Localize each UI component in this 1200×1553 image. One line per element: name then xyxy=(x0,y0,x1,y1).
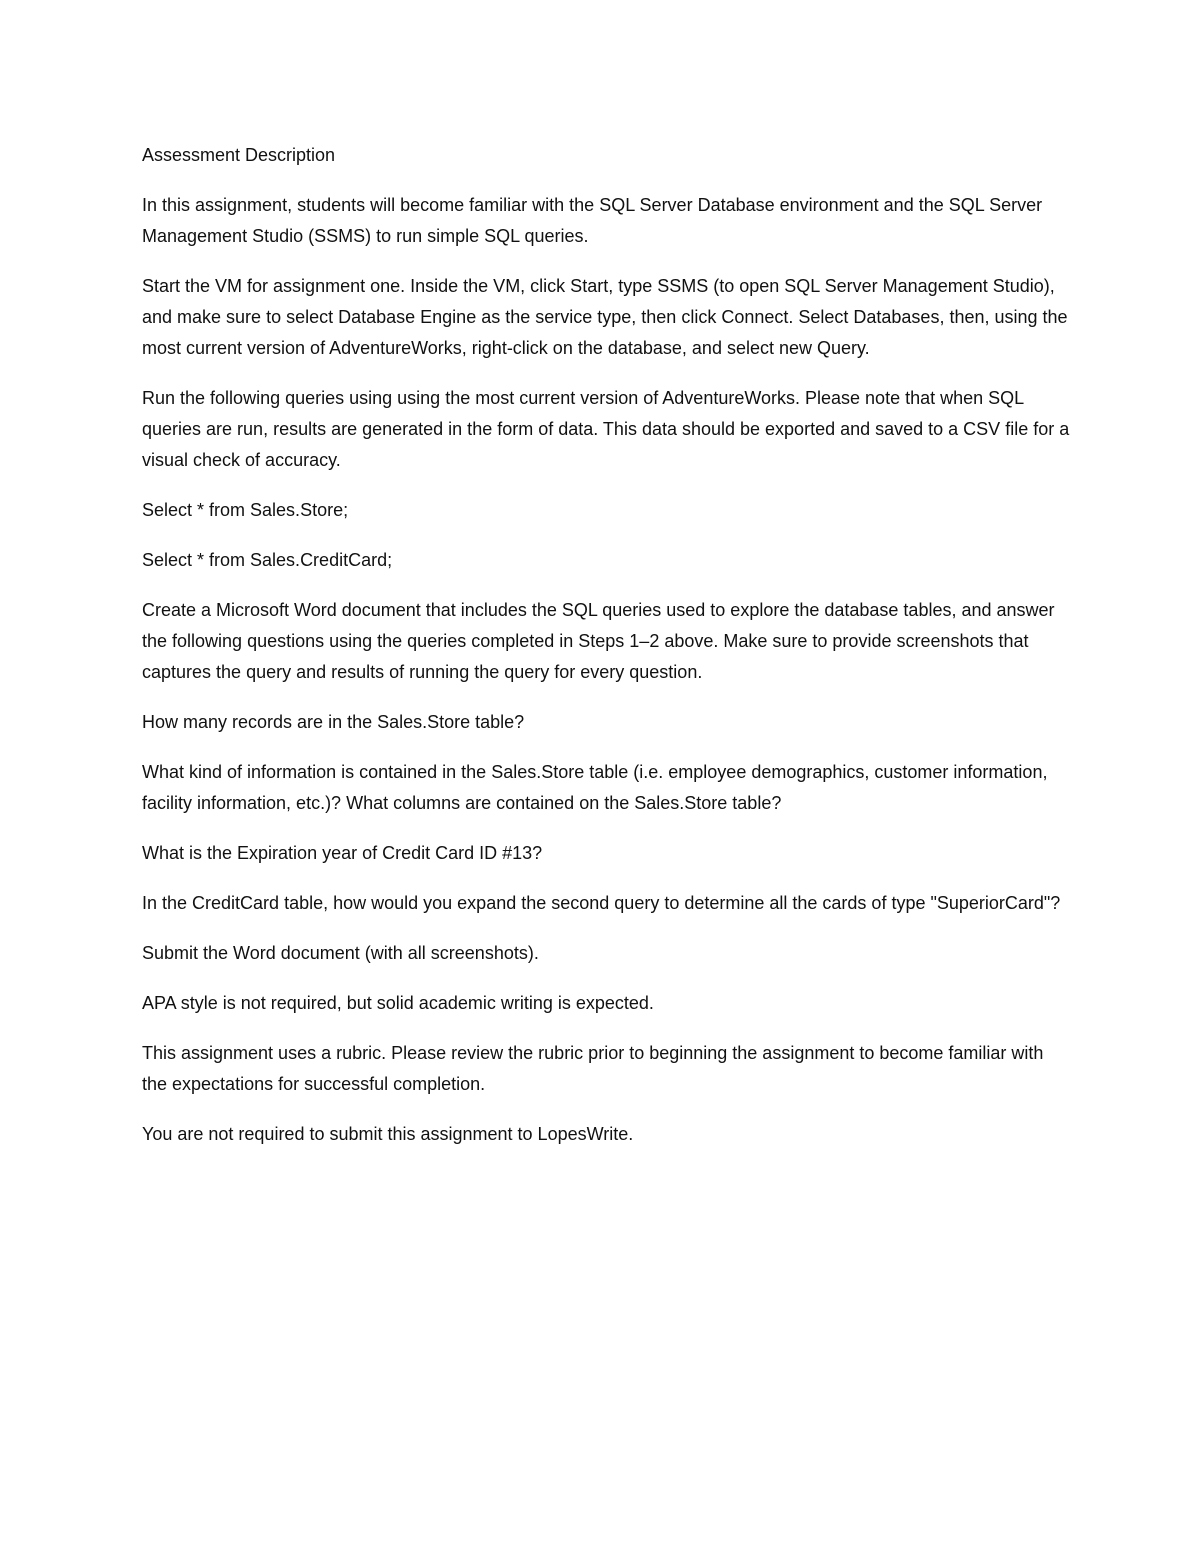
paragraph-apa-style: APA style is not required, but solid academic writing is expected. xyxy=(142,993,654,1013)
paragraph-submit: Submit the Word document (with all screenshots). xyxy=(142,943,539,963)
query-sales-store: Select * from Sales.Store; xyxy=(142,500,349,520)
paragraph-create-word-doc: Create a Microsoft Word document that includes the SQL queries used to explore the database tables, and answer the following questions using the queries completed in Steps 1–2 above. Make sure to provide screenshots that captures the query and results of running the query for every question. xyxy=(142,600,1055,682)
question-store-information: What kind of information is contained in the Sales.Store table (i.e. employee demographics, customer information, facility information, etc.)? What columns are contained on the Sales.Store table? xyxy=(142,762,1048,813)
question-records-count: How many records are in the Sales.Store table? xyxy=(142,712,525,732)
document-heading: Assessment Description xyxy=(142,145,336,165)
query-sales-creditcard: Select * from Sales.CreditCard; xyxy=(142,550,393,570)
question-superiorcard: In the CreditCard table, how would you expand the second query to determine all the cards of type "SuperiorCard"? xyxy=(142,893,1061,913)
paragraph-lopeswrite: You are not required to submit this assignment to LopesWrite. xyxy=(142,1124,634,1144)
paragraph-rubric: This assignment uses a rubric. Please review the rubric prior to beginning the assignment to become familiar with the expectations for successful completion. xyxy=(142,1043,1044,1094)
question-expiration-year: What is the Expiration year of Credit Card ID #13? xyxy=(142,843,543,863)
paragraph-intro: In this assignment, students will become familiar with the SQL Server Database environment and the SQL Server Management Studio (SSMS) to run simple SQL queries. xyxy=(142,195,1043,246)
paragraph-run-queries: Run the following queries using using the most current version of AdventureWorks. Please note that when SQL queries are run, results are generated in the form of data. This data should be exported and saved to a CSV file for a visual check of accuracy. xyxy=(142,388,1070,470)
document-body xyxy=(142,140,1072,1169)
paragraph-start-vm: Start the VM for assignment one. Inside the VM, click Start, type SSMS (to open SQL Server Management Studio), and make sure to select Database Engine as the service type, then click Connect. Select Databases, then, using the most current version of AdventureWorks, right-click on the database, and select new Query. xyxy=(142,276,1068,358)
